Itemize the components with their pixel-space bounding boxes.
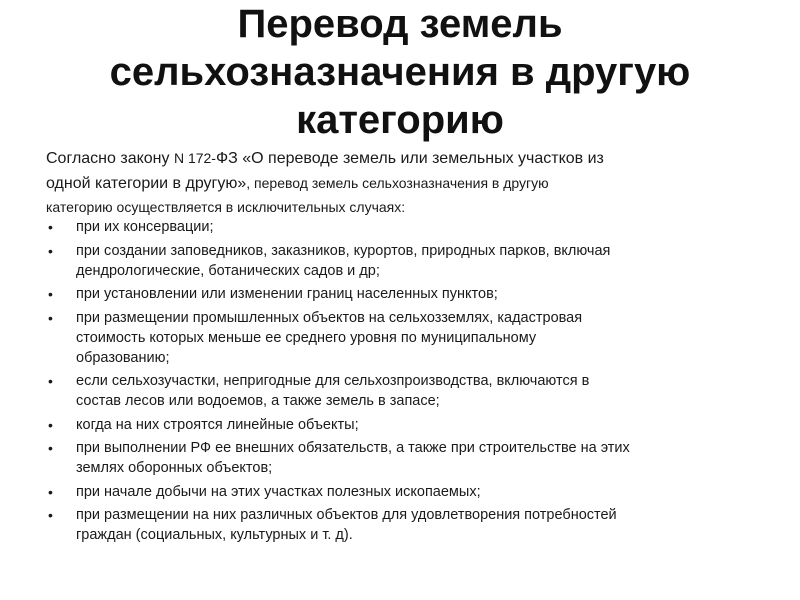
intro-text: , перевод земель сельхозназначения в другую <box>246 175 549 191</box>
list-item-text: граждан (социальных, культурных и т. д). <box>76 527 353 543</box>
law-number: N 172- <box>173 150 216 166</box>
list-item-text: при их консервации; <box>76 219 214 235</box>
list-item-text: если сельхозучастки, непригодные для сельхозпроизводства, включаются в <box>76 373 590 389</box>
list-item-text: дендрологические, ботанических садов и др; <box>76 262 380 279</box>
list-item-text: когда на них строятся линейные объекты; <box>76 416 359 433</box>
list-item <box>46 505 766 545</box>
list-item <box>46 241 766 281</box>
list-item-text: землях оборонных объектов; <box>76 460 273 476</box>
intro-line-3: категорию осуществляется в исключительных случаях: <box>46 199 406 215</box>
list-item <box>46 217 766 237</box>
list-item <box>46 438 766 478</box>
list-item-text: при размещении промышленных объектов на сельхозземлях, кадастровая <box>76 309 583 326</box>
intro-text: одной категории в другую» <box>46 175 247 192</box>
title-line-1: Перевод земель <box>237 2 563 46</box>
bullet-dot-icon: • <box>48 286 53 302</box>
bullet-dot-icon: • <box>48 373 53 389</box>
title-line-3: категорию <box>296 98 504 142</box>
list-item <box>46 415 766 435</box>
list-item-text: состав лесов или водоемов, а также земель в запасе; <box>76 393 440 409</box>
list-item-text: стоимость которых меньше ее среднего уровня по муниципальному <box>76 329 537 346</box>
list-item-text: образованию; <box>76 349 170 366</box>
bullet-dot-icon: • <box>48 507 53 523</box>
bullet-dot-icon: • <box>48 483 53 500</box>
list-item <box>46 284 766 304</box>
list-item <box>46 482 766 502</box>
list-item-text: при выполнении РФ ее внешних обязательств, а также при строительстве на этих <box>76 440 630 456</box>
slide-title <box>40 0 760 144</box>
bullet-dot-icon: • <box>48 219 53 235</box>
intro-text: Согласно закону <box>46 150 174 167</box>
list-item <box>46 371 766 411</box>
bullet-dot-icon: • <box>48 416 53 433</box>
list-item-text: при создании заповедников, заказников, курортов, природных парков, включая <box>76 242 611 259</box>
list-item-text: при установлении или изменении границ населенных пунктов; <box>76 286 498 302</box>
list-item <box>46 308 766 368</box>
intro-paragraph <box>46 146 766 218</box>
intro-line-2 <box>46 171 766 196</box>
bullet-dot-icon: • <box>48 242 53 259</box>
list-item-text: при размещении на них различных объектов для удовлетворения потребностей <box>76 507 617 523</box>
list-item-text: при начале добычи на этих участках полезных ископаемых; <box>76 483 481 500</box>
bullet-list <box>46 217 766 549</box>
title-line-2: сельхозназначения в другую <box>109 50 691 94</box>
bullet-dot-icon: • <box>48 309 53 326</box>
bullet-dot-icon: • <box>48 440 53 456</box>
intro-line-1 <box>46 146 766 171</box>
intro-text: ФЗ «О переводе земель или земельных участков из <box>215 150 604 167</box>
